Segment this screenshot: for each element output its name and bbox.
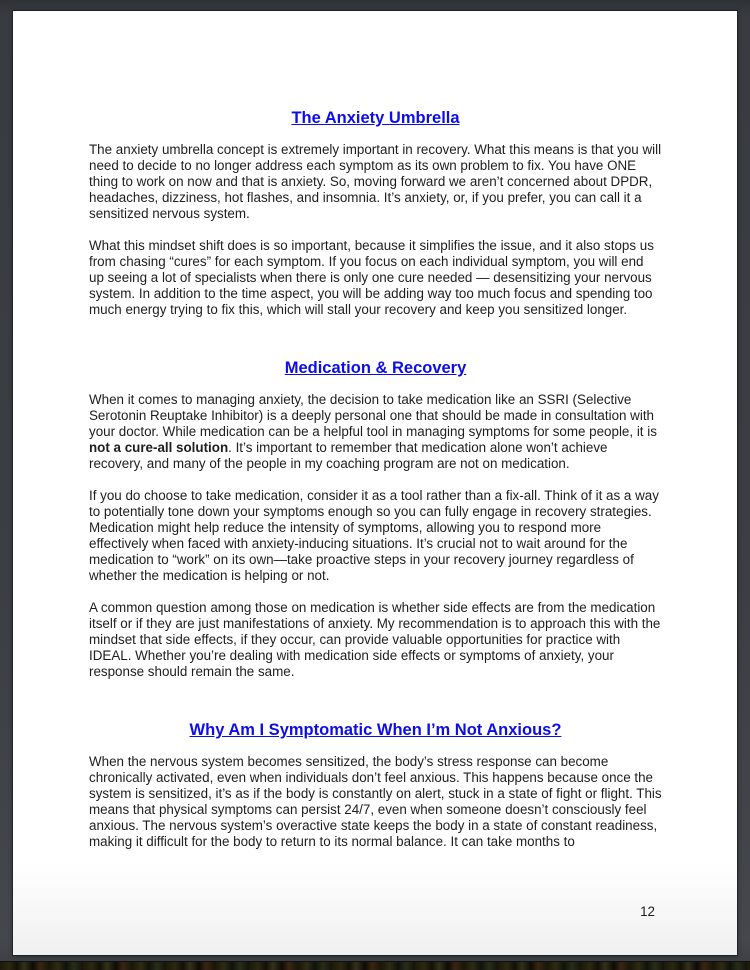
document-page-content [13,11,737,850]
paragraph [89,600,662,680]
section-heading-link[interactable]: The Anxiety Umbrella [291,109,460,127]
section-heading-link[interactable]: Medication & Recovery [284,359,467,377]
text-run: If you do choose to take medication, consider it as a tool rather than a fix-all. Think of it as a way to potentially tone down your symptoms enough so you can fully engage in recovery strategies. Medication might help reduce the intensity of symptoms, allowing you to respond more effectively when faced with anxiety-inducing situations. It’s crucial not to wait around for the medication to “work” on its own—take proactive steps in your recovery journey regardless of whether the medication is helping or not. [89,488,659,583]
paragraph [89,488,662,584]
document-page [13,11,737,955]
text-run: . It’s important to remember that medication alone won’t achieve recovery, and many of the people in my coaching program are not on medication. [89,440,608,471]
page-footer [640,904,655,919]
text-run: A common question among those on medication is whether side effects are from the medication itself or if they are just manifestations of anxiety. My recommendation is to approach this with the mindset that side effects, if they occur, can provide valuable opportunities for practice with IDEAL. Whether you’re dealing with medication side effects or symptoms of anxiety, your response should remain the same. [89,600,661,679]
paragraph [89,238,662,318]
section-heading-link[interactable]: Why Am I Symptomatic When I’m Not Anxious? [189,721,562,739]
paragraph [89,392,662,472]
bold-text-run: not a cure-all solution [89,440,229,455]
text-run: What this mindset shift does is so important, because it simplifies the issue, and it also stops us from chasing “cures” for each symptom. If you focus on each individual symptom, you will end up seeing a lot of specialists when there is only one cure needed — desensitizing your nervous system. In addition to the time aspect, you will be adding way too much focus and spending too much energy trying to fix this, which will stall your recovery and keep you sensitized longer. [89,238,654,317]
text-run: The anxiety umbrella concept is extremely important in recovery. What this means is that you will need to decide to no longer address each symptom as its own problem to fix. You have ONE thing to work on now and that is anxiety. So, moving forward we aren’t concerned about DPDR, headaches, dizziness, hot flashes, and insomnia. It’s anxiety, or, if you prefer, you can call it a sensitized nervous system. [89,142,662,221]
page-number: 12 [640,904,655,919]
text-run: When the nervous system becomes sensitized, the body’s stress response can become chronically activated, even when individuals don’t feel anxious. This happens because once the system is sensitized, it’s as if the body is constantly on alert, stuck in a state of fight or flight. This means that physical symptoms can persist 24/7, even when someone doesn’t consciously feel anxious. The nervous system’s overactive state keeps the body in a state of constant readiness, making it difficult for the body to return to its normal balance. It can take months to [89,754,662,849]
paragraph [89,754,662,850]
text-run: When it comes to managing anxiety, the decision to take medication like an SSRI (Selective Serotonin Reuptake Inhibitor) is a deeply personal one that should be made in consultation with your doctor. While medication can be a helpful tool in managing symptoms for some people, it is [89,392,657,439]
paragraph [89,142,662,222]
next-page-top-sliver [0,961,750,970]
